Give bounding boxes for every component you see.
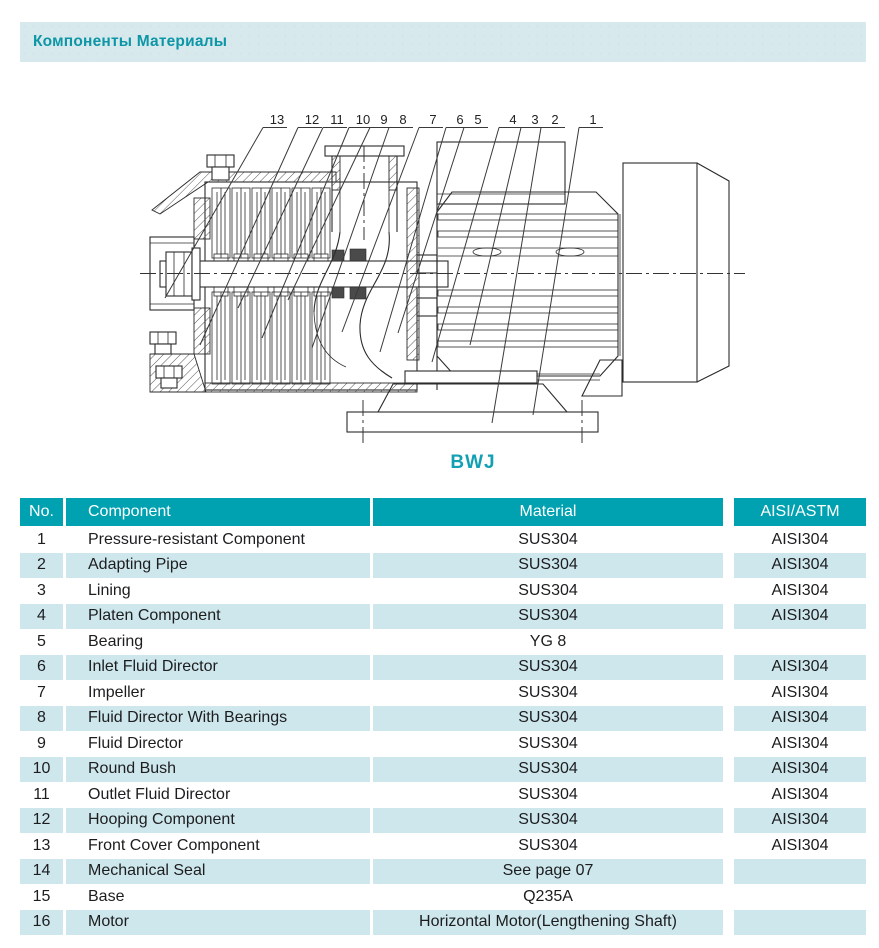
cell-mat: SUS304 (518, 530, 578, 548)
cell-no: 2 (20, 553, 63, 579)
cell-aisi: AISI304 (771, 581, 829, 599)
cell-no: 15 (32, 887, 51, 905)
table-row (20, 884, 866, 910)
callout-leader (262, 128, 349, 339)
cell-aisi: AISI304 (734, 604, 866, 630)
cell-comp: Bearing (88, 632, 144, 650)
bolt-icon (150, 332, 176, 354)
fan-cover (620, 163, 729, 382)
table-row (20, 731, 866, 757)
cell-aisi: AISI304 (771, 785, 829, 803)
cell-mat: SUS304 (518, 785, 578, 803)
table-row (20, 553, 866, 579)
cell-aisi: AISI304 (734, 553, 866, 579)
cell-no: 1 (37, 530, 46, 548)
cell-mat: SUS304 (373, 604, 723, 630)
callout-number: 4 (509, 112, 517, 127)
cell-mat: Q235A (523, 887, 573, 905)
cell-aisi: AISI304 (771, 530, 829, 548)
table-row (20, 808, 866, 834)
cell-comp: Fluid Director (88, 734, 184, 752)
cell-mat: SUS304 (373, 757, 723, 783)
cell-comp: Motor (66, 910, 370, 936)
diagram-caption: BWJ (450, 452, 496, 473)
cell-no: 16 (20, 910, 63, 936)
callout-number: 9 (380, 112, 388, 127)
cell-mat: SUS304 (518, 581, 578, 599)
cell-comp: Front Cover Component (88, 836, 260, 854)
cell-no: 13 (32, 836, 51, 854)
cell-aisi (734, 859, 866, 885)
cell-no: 10 (20, 757, 63, 783)
materials-table (20, 498, 866, 935)
cell-aisi (734, 910, 866, 936)
cell-comp: Platen Component (66, 604, 370, 630)
cell-mat: SUS304 (373, 553, 723, 579)
cell-no: 8 (20, 706, 63, 732)
cell-comp: Impeller (88, 683, 145, 701)
cell-aisi: AISI304 (771, 683, 829, 701)
callout-number: 6 (456, 112, 464, 127)
cell-no: 14 (20, 859, 63, 885)
cell-aisi (734, 884, 866, 910)
cell-no: 6 (20, 655, 63, 681)
motor-fins (438, 214, 618, 347)
column-header-material: Material (373, 498, 723, 526)
base-plate (347, 360, 622, 444)
callout-number: 3 (531, 112, 539, 127)
cell-aisi: AISI304 (734, 655, 866, 681)
cell-comp: Fluid Director With Bearings (66, 706, 370, 732)
table-row (20, 833, 866, 859)
callout-number: 2 (551, 112, 559, 127)
cell-comp: Pressure-resistant Component (88, 530, 305, 548)
cell-mat: SUS304 (518, 734, 578, 752)
cell-aisi: AISI304 (734, 757, 866, 783)
callout-number: 10 (355, 112, 371, 127)
callout-number: 13 (269, 112, 285, 127)
table-header (20, 498, 866, 526)
cell-aisi (734, 629, 866, 655)
cell-aisi: AISI304 (734, 706, 866, 732)
callout-number: 8 (399, 112, 407, 127)
table-row (20, 680, 866, 706)
column-header-component: Component (66, 498, 370, 526)
cell-comp: Lining (88, 581, 131, 599)
cell-no: 12 (20, 808, 63, 834)
callout-number: 1 (589, 112, 597, 127)
table-row (20, 629, 866, 655)
table-row (20, 527, 866, 553)
cell-no: 9 (37, 734, 46, 752)
cell-comp: Round Bush (66, 757, 370, 783)
motor-section (437, 142, 729, 382)
cell-no: 4 (20, 604, 63, 630)
cell-no: 11 (33, 785, 50, 803)
column-header-no: No. (20, 498, 63, 526)
table-row (20, 655, 866, 681)
callout-number: 12 (304, 112, 320, 127)
cell-comp: Base (88, 887, 125, 905)
column-header-aisi-astm: AISI/ASTM (734, 498, 866, 526)
cell-no: 5 (37, 632, 46, 650)
cell-aisi: AISI304 (734, 808, 866, 834)
cell-mat: SUS304 (373, 706, 723, 732)
table-row (20, 859, 866, 885)
callout-number: 7 (429, 112, 437, 127)
table-row (20, 782, 866, 808)
pump-diagram (0, 95, 879, 475)
cell-comp: Hooping Component (66, 808, 370, 834)
callout-number: 5 (474, 112, 482, 127)
cell-comp: Inlet Fluid Director (66, 655, 370, 681)
cell-no: 7 (37, 683, 46, 701)
cell-aisi: AISI304 (771, 734, 829, 752)
cell-comp: Mechanical Seal (66, 859, 370, 885)
cell-mat: SUS304 (518, 836, 578, 854)
cell-comp: Outlet Fluid Director (88, 785, 231, 803)
cell-no: 3 (37, 581, 46, 599)
cell-mat: SUS304 (373, 808, 723, 834)
cell-aisi: AISI304 (771, 836, 829, 854)
section-title-bar (20, 22, 866, 62)
table-row (20, 604, 866, 630)
cell-mat: Horizontal Motor(Lengthening Shaft) (373, 910, 723, 936)
cell-comp: Adapting Pipe (66, 553, 370, 579)
cell-mat: SUS304 (518, 683, 578, 701)
table-row (20, 757, 866, 783)
table-row (20, 706, 866, 732)
callout-number: 11 (330, 112, 344, 127)
table-row (20, 910, 866, 936)
cell-mat: YG 8 (529, 632, 567, 650)
section-title: Компоненты Материалы (33, 33, 228, 50)
cell-mat: SUS304 (373, 655, 723, 681)
cell-mat: See page 07 (373, 859, 723, 885)
table-row (20, 578, 866, 604)
table-body (20, 527, 866, 935)
